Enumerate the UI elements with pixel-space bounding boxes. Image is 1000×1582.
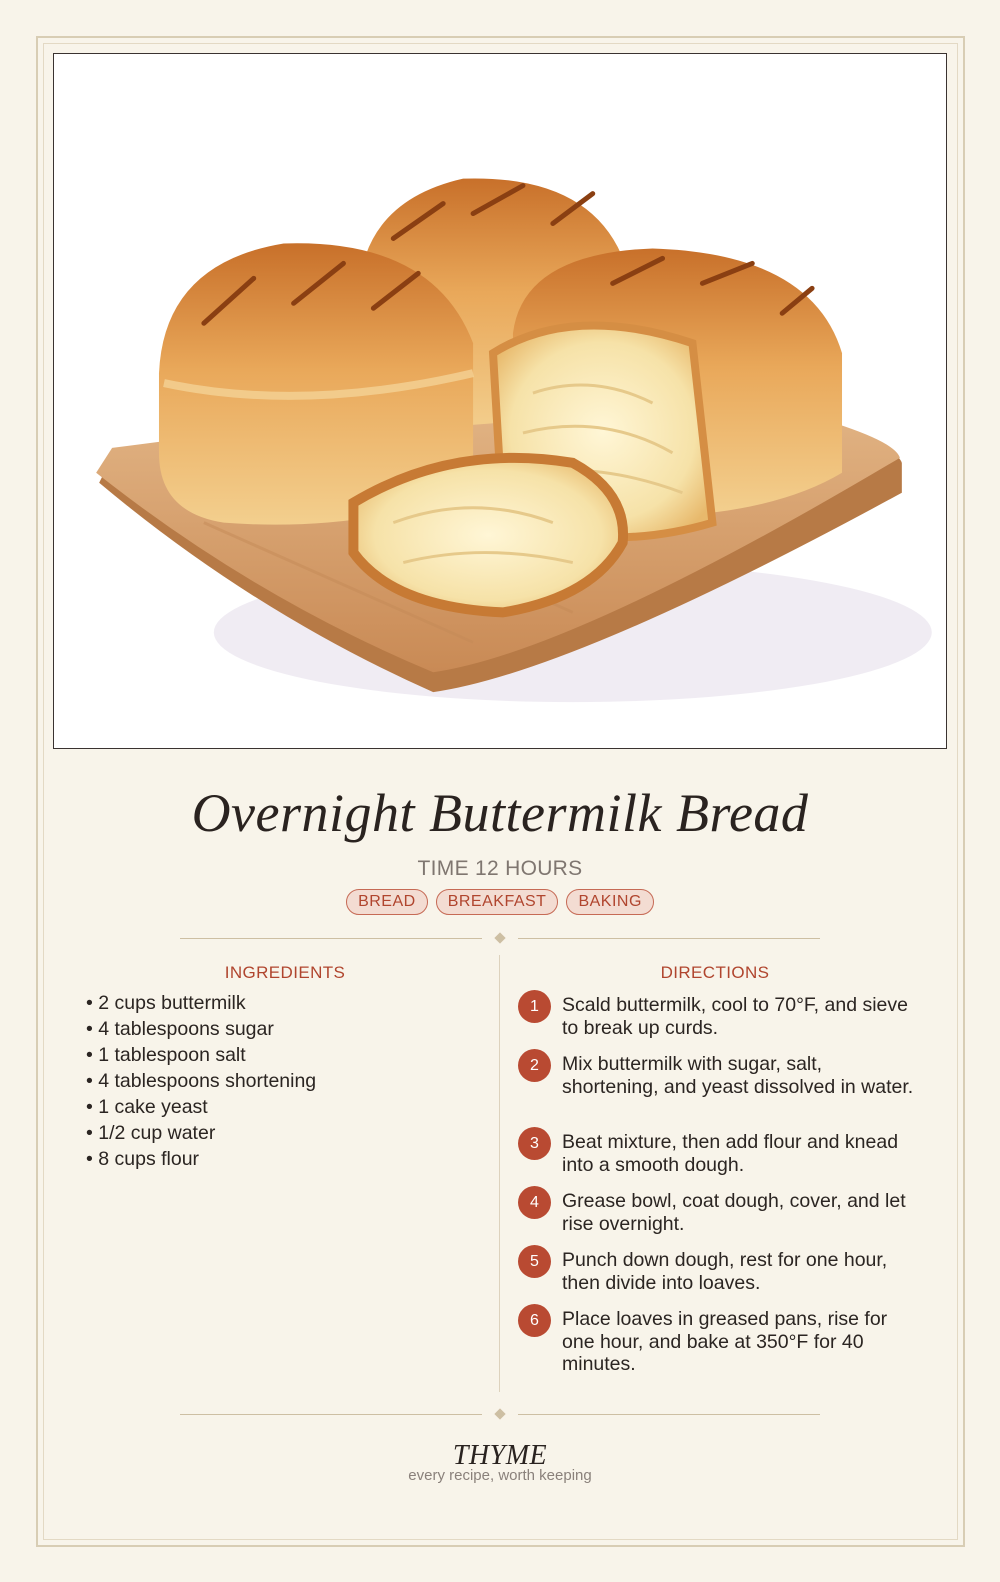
- tag-baking[interactable]: BAKING: [566, 889, 653, 915]
- ingredients-heading: INGREDIENTS: [224, 963, 346, 982]
- step-text: Scald buttermilk, cool to 70°F, and sieve to break up curds.: [562, 994, 908, 1039]
- step-number: 3: [518, 1127, 551, 1160]
- brand-tagline: every recipe, worth keeping: [408, 1467, 592, 1484]
- brand-logo: THYME: [452, 1440, 548, 1471]
- divider-bottom-left: [180, 1414, 482, 1415]
- step-text: Grease bowl, coat dough, cover, and let rise overnight.: [562, 1190, 906, 1235]
- ingredient-item: • 4 tablespoons sugar: [86, 1018, 274, 1040]
- bread-illustration: [53, 53, 947, 749]
- divider-top-left: [180, 938, 482, 939]
- ingredient-item: • 1 tablespoon salt: [86, 1044, 246, 1066]
- divider-bottom-right: [518, 1414, 820, 1415]
- tag-list: [0, 889, 1000, 915]
- step-text: Punch down dough, rest for one hour, then divide into loaves.: [562, 1249, 888, 1294]
- column-divider: [499, 955, 500, 1392]
- ingredient-item: • 2 cups buttermilk: [86, 992, 246, 1014]
- step-number: 5: [518, 1245, 551, 1278]
- recipe-title: Overnight Buttermilk Bread: [191, 783, 809, 843]
- cook-time: TIME 12 HOURS: [417, 857, 583, 880]
- directions-heading: DIRECTIONS: [660, 963, 770, 982]
- ingredient-item: • 1/2 cup water: [86, 1122, 216, 1144]
- step-text: Mix buttermilk with sugar, salt, shortening, and yeast dissolved in water.: [562, 1053, 914, 1098]
- ingredient-item: • 8 cups flour: [86, 1148, 200, 1170]
- ingredient-item: • 4 tablespoons shortening: [86, 1070, 317, 1092]
- ingredient-item: • 1 cake yeast: [86, 1096, 208, 1118]
- step-number: 1: [518, 990, 551, 1023]
- tag-breakfast[interactable]: BREAKFAST: [436, 889, 559, 915]
- divider-top-right: [518, 938, 820, 939]
- step-text: Place loaves in greased pans, rise for one hour, and bake at 350°F for 40 minutes.: [562, 1308, 888, 1375]
- step-number: 2: [518, 1049, 551, 1082]
- tag-bread[interactable]: BREAD: [346, 889, 428, 915]
- ingredients-list: [86, 990, 316, 1172]
- step-text: Beat mixture, then add flour and knead into a smooth dough.: [562, 1131, 899, 1176]
- step-number: 4: [518, 1186, 551, 1219]
- step-number: 6: [518, 1304, 551, 1337]
